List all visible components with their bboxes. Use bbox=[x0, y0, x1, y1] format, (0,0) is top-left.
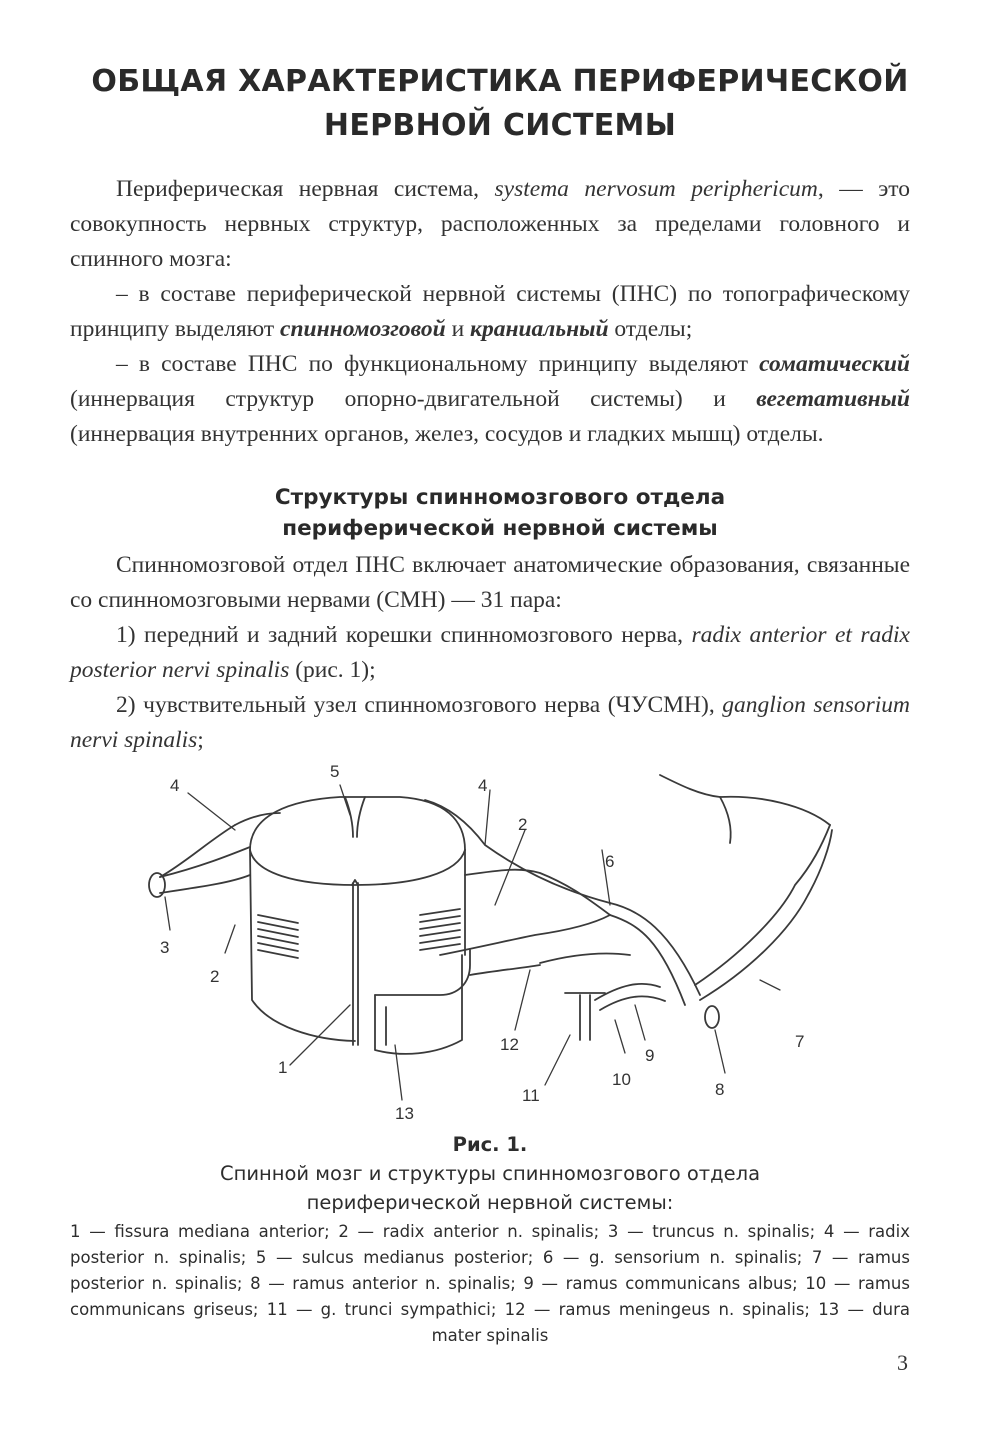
latin-term: ganglion sensorium nervi spinalis bbox=[70, 692, 910, 753]
text-run: – в составе периферической нервной системы (ПНС) по топографическому принципу выделяют bbox=[70, 281, 910, 342]
section-heading-line-1: Структуры спинномозгового отдела bbox=[274, 485, 726, 510]
figure-caption bbox=[70, 1130, 910, 1349]
page-number: 3 bbox=[897, 1350, 908, 1375]
key-term: вегетативный bbox=[756, 386, 910, 412]
spinal-cord-figure bbox=[140, 755, 860, 1130]
label-13: 13 bbox=[395, 1104, 414, 1123]
label-7: 7 bbox=[795, 1032, 805, 1051]
text-run: (рис. 1); bbox=[289, 657, 376, 683]
text-run: отделы; bbox=[608, 316, 693, 342]
latin-term: systema nervosum periphericum bbox=[494, 176, 818, 202]
label-10: 10 bbox=[612, 1070, 631, 1089]
page-title-line-2: НЕРВНОЙ СИСТЕМЫ bbox=[323, 108, 677, 143]
section-paragraph-3 bbox=[70, 688, 910, 758]
label-5: 5 bbox=[330, 762, 340, 781]
label-2-left: 2 bbox=[210, 967, 220, 986]
key-term: краниальный bbox=[470, 316, 609, 342]
caption-legend: 1 — fissura mediana anterior; 2 — radix anterior n. spinalis; 3 — truncus n. spinalis; 4 — radix posterior n. spinalis; 5 — sulcus medianus posterior; 6 — g. sensorium n. spinalis; 7 — ramus posterior n. spinalis; 8 — ramus anterior n. spinalis; 9 — ramus communicans albus; 10 — ramus communicans griseus; 11 — g. trunci sympathici; 12 — ramus meningeus n. spinalis; 13 — dura mater spinalis bbox=[70, 1222, 910, 1345]
label-12: 12 bbox=[500, 1035, 519, 1054]
section-text bbox=[70, 548, 910, 758]
text-run: ; bbox=[197, 727, 204, 753]
text-run: Спинной мозг и структуры спинномозгового отдела bbox=[219, 1162, 761, 1185]
label-4-right: 4 bbox=[478, 776, 488, 795]
left-spinal-nerve bbox=[149, 813, 280, 897]
label-2-right: 2 bbox=[518, 815, 528, 834]
text-run: (иннервация структур опорно-двигательной системы) и bbox=[70, 386, 757, 412]
label-4-left: 4 bbox=[170, 776, 180, 795]
leader-lines bbox=[165, 785, 780, 1100]
text-run: (иннервация внутренних органов, желез, сосудов и гладких мышц) отделы. bbox=[70, 421, 824, 447]
label-11: 11 bbox=[522, 1086, 540, 1105]
text-run: 2) чувствительный узел спинномозгового нерва (ЧУСМН), bbox=[116, 692, 723, 718]
figure-number: Рис. 1. bbox=[452, 1133, 528, 1156]
label-6: 6 bbox=[605, 852, 615, 871]
latin-term: radix anterior et radix posterior nervi spinalis bbox=[70, 622, 910, 683]
section-paragraph-1: Спинномозговой отдел ПНС включает анатомические образования, связанные со спинномозговыми нервами (СМН) — 31 пара: bbox=[70, 552, 910, 613]
caption-title bbox=[70, 1130, 910, 1217]
caption-title-line-1 bbox=[70, 1130, 910, 1188]
caption-title-line-2: периферической нервной системы: bbox=[306, 1191, 674, 1214]
label-8: 8 bbox=[715, 1080, 725, 1099]
text-run: Периферическая нервная система, bbox=[116, 176, 495, 202]
label-1: 1 bbox=[278, 1058, 288, 1077]
page-title-line-1: ОБЩАЯ ХАРАКТЕРИСТИКА ПЕРИФЕРИЧЕСКОЙ bbox=[91, 64, 909, 99]
dura-mater bbox=[375, 950, 470, 1054]
section-heading-line-2: периферической нервной системы bbox=[282, 516, 718, 541]
key-term: соматический bbox=[759, 351, 910, 377]
text-run: и bbox=[445, 316, 471, 342]
section-paragraph-2 bbox=[70, 618, 910, 688]
intro-text bbox=[70, 172, 910, 452]
label-9: 9 bbox=[645, 1046, 655, 1065]
intro-paragraph-3 bbox=[70, 347, 910, 452]
page-title bbox=[60, 60, 940, 148]
text-run: 1) передний и задний корешки спинномозгового нерва, bbox=[116, 622, 692, 648]
section-heading bbox=[60, 482, 940, 544]
intro-paragraph-1 bbox=[70, 172, 910, 277]
label-3: 3 bbox=[160, 938, 170, 957]
key-term: спинномозговой bbox=[280, 316, 446, 342]
text-run: , — это совокупность нервных структур, расположенных за пределами головного и спинного мозга: bbox=[70, 176, 910, 272]
intro-paragraph-2 bbox=[70, 277, 910, 347]
text-run: – в составе ПНС по функциональному принципу выделяют bbox=[116, 351, 760, 377]
right-spinal-nerve bbox=[425, 775, 832, 1040]
spinal-cord bbox=[250, 797, 465, 1045]
spinal-cord-diagram bbox=[140, 755, 860, 1130]
